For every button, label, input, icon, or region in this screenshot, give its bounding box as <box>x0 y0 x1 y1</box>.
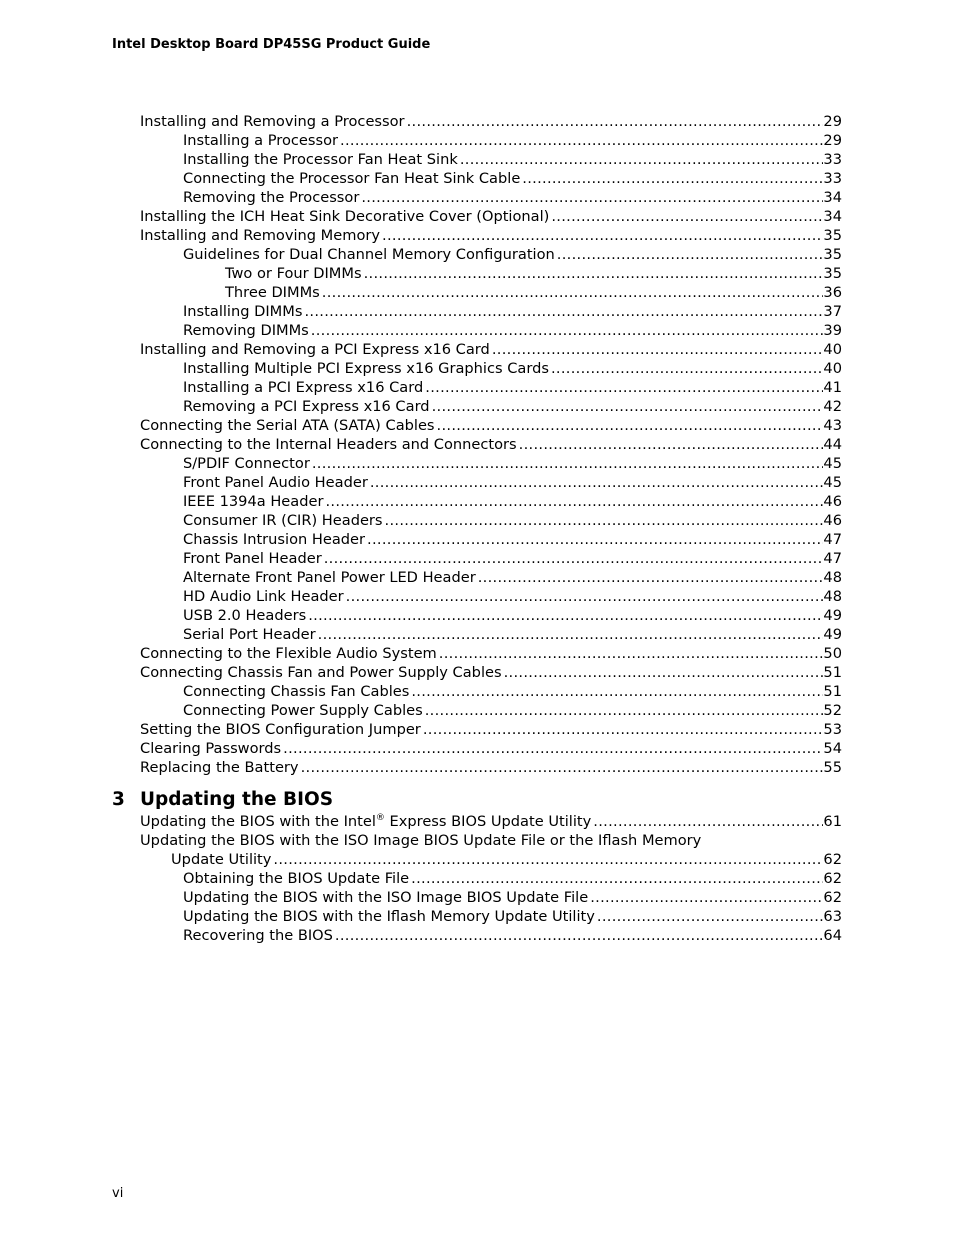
toc-entry-title: Removing a PCI Express x16 Card <box>183 398 430 415</box>
toc-entry-page: 46 <box>823 493 842 510</box>
toc-entry[interactable] <box>140 188 842 207</box>
toc-entry-page: 51 <box>823 683 842 700</box>
toc-entry-page: 35 <box>823 265 842 282</box>
dot-leader <box>346 587 824 606</box>
dot-leader <box>411 869 823 888</box>
toc-entry-title: S/PDIF Connector <box>183 455 310 472</box>
dot-leader <box>370 473 824 492</box>
toc-entry-page: 29 <box>823 113 842 130</box>
toc-entry-page: 51 <box>823 664 842 681</box>
toc-entry-title: Updating the BIOS with the Iflash Memory Update Utility <box>183 908 595 925</box>
toc-entry[interactable] <box>140 739 842 758</box>
toc-entry-title: Three DIMMs <box>225 284 320 301</box>
page-number: vi <box>112 1186 124 1201</box>
dot-leader <box>273 850 823 869</box>
chapter-number: 3 <box>112 789 125 810</box>
toc-entry-page: 34 <box>823 189 842 206</box>
chapter-title: Updating the BIOS <box>140 789 334 810</box>
toc-entry[interactable] <box>140 340 842 359</box>
toc-entry-iso-line1[interactable]: Updating the BIOS with the ISO Image BIOS Update File or the Iflash Memory <box>140 832 702 849</box>
dot-leader <box>364 264 824 283</box>
toc-entry-title: Guidelines for Dual Channel Memory Configuration <box>183 246 555 263</box>
toc-entry[interactable] <box>140 435 842 454</box>
toc-entry-page: 47 <box>823 531 842 548</box>
dot-leader <box>311 321 824 340</box>
toc-entry[interactable] <box>140 682 842 701</box>
toc-entry[interactable] <box>140 625 842 644</box>
dot-leader <box>593 812 823 831</box>
toc-entry-page: 62 <box>823 851 842 868</box>
toc-entry-page: 37 <box>823 303 842 320</box>
toc-entry-page: 35 <box>823 246 842 263</box>
dot-leader <box>504 663 824 682</box>
toc-entry-page: 45 <box>823 474 842 491</box>
toc-entry-page: 49 <box>823 607 842 624</box>
toc-entry-title: Connecting to the Internal Headers and Connectors <box>140 436 517 453</box>
toc-entry[interactable] <box>140 888 842 907</box>
toc-entry-page: 33 <box>823 170 842 187</box>
toc-entry-page: 49 <box>823 626 842 643</box>
toc-entry[interactable] <box>140 720 842 739</box>
dot-leader <box>385 511 824 530</box>
dot-leader <box>460 150 824 169</box>
toc-entry[interactable] <box>140 869 842 888</box>
toc-entry-title: Connecting to the Flexible Audio System <box>140 645 437 662</box>
toc-entry-title: Updating the BIOS with the ISO Image BIOS Update File <box>183 889 589 906</box>
toc-entry[interactable] <box>140 283 842 302</box>
toc-entry[interactable] <box>140 492 842 511</box>
dot-leader <box>322 283 824 302</box>
dot-leader <box>304 302 823 321</box>
toc-entry-title: Installing a Processor <box>183 132 339 149</box>
toc-entry-title: Update Utility <box>171 851 272 868</box>
toc-entry-iso-line2[interactable] <box>140 850 842 869</box>
toc-entry-page: 35 <box>823 227 842 244</box>
toc-entry[interactable] <box>140 701 842 720</box>
toc-entry-title: Installing and Removing a Processor <box>140 113 405 130</box>
toc-entry-page: 46 <box>823 512 842 529</box>
dot-leader <box>437 416 824 435</box>
toc-entry-page: 48 <box>823 569 842 586</box>
dot-leader <box>283 739 823 758</box>
dot-leader <box>308 606 823 625</box>
toc-entry-page: 33 <box>823 151 842 168</box>
dot-leader <box>522 169 823 188</box>
toc-entry-title: Removing the Processor <box>183 189 360 206</box>
toc-entry-title: Recovering the BIOS <box>183 927 333 944</box>
dot-leader <box>439 644 824 663</box>
toc-entry-page: 62 <box>823 870 842 887</box>
toc-entry[interactable] <box>140 397 842 416</box>
toc-entry-title: Two or Four DIMMs <box>225 265 362 282</box>
toc-entry-title: Installing the Processor Fan Heat Sink <box>183 151 458 168</box>
toc-entry-title-part: Updating the BIOS with the Intel <box>140 813 376 830</box>
toc-entry[interactable] <box>140 568 842 587</box>
toc-entry[interactable] <box>140 359 842 378</box>
toc-entry-title: Installing Multiple PCI Express x16 Graphics Cards <box>183 360 549 377</box>
dot-leader <box>423 720 824 739</box>
dot-leader <box>597 907 824 926</box>
toc-entry-title: IEEE 1394a Header <box>183 493 324 510</box>
toc-entry[interactable] <box>140 264 842 283</box>
toc-entry[interactable] <box>140 245 842 264</box>
toc-entry-page: 64 <box>823 927 842 944</box>
dot-leader <box>407 112 824 131</box>
toc-entry-title-part: Express BIOS Update Utility <box>384 813 592 830</box>
toc-entry-page: 61 <box>823 813 842 830</box>
toc-entry[interactable] <box>140 926 842 945</box>
toc-entry[interactable] <box>140 416 842 435</box>
dot-leader <box>367 530 823 549</box>
toc-entry[interactable] <box>140 226 842 245</box>
toc-entry[interactable] <box>140 473 842 492</box>
dot-leader <box>519 435 824 454</box>
toc-entry[interactable] <box>140 112 842 131</box>
toc-entry-title: Consumer IR (CIR) Headers <box>183 512 383 529</box>
toc-entry-title: Connecting Chassis Fan Cables <box>183 683 410 700</box>
toc-entry-page: 40 <box>823 341 842 358</box>
toc-entry[interactable] <box>140 150 842 169</box>
dot-leader <box>590 888 823 907</box>
toc-entry[interactable] <box>140 530 842 549</box>
dot-leader <box>382 226 823 245</box>
running-header: Intel Desktop Board DP45SG Product Guide <box>112 37 431 52</box>
toc-entry-page: 40 <box>823 360 842 377</box>
toc-entry[interactable] <box>140 587 842 606</box>
dot-leader <box>340 131 823 150</box>
toc-entry-title: Connecting the Serial ATA (SATA) Cables <box>140 417 435 434</box>
toc-entry-title: Setting the BIOS Configuration Jumper <box>140 721 421 738</box>
toc-entry-page: 53 <box>823 721 842 738</box>
toc-entry-title: HD Audio Link Header <box>183 588 344 605</box>
dot-leader <box>324 549 824 568</box>
toc-entry-page: 34 <box>823 208 842 225</box>
dot-leader <box>411 682 823 701</box>
toc-entry-title: Installing the ICH Heat Sink Decorative Cover (Optional) <box>140 208 550 225</box>
dot-leader <box>425 701 824 720</box>
toc-entry-page: 50 <box>823 645 842 662</box>
toc-entry-title: Connecting Chassis Fan and Power Supply Cables <box>140 664 502 681</box>
toc-entry-title: Front Panel Header <box>183 550 322 567</box>
toc-entry-title: Alternate Front Panel Power LED Header <box>183 569 476 586</box>
table-of-contents <box>112 112 842 945</box>
toc-entry-page: 29 <box>823 132 842 149</box>
toc-section-a <box>140 112 842 777</box>
toc-entry-title: Front Panel Audio Header <box>183 474 368 491</box>
dot-leader <box>325 492 823 511</box>
dot-leader <box>551 207 823 226</box>
toc-entry-title: USB 2.0 Headers <box>183 607 307 624</box>
toc-entry[interactable] <box>140 758 842 777</box>
toc-entry-page: 48 <box>823 588 842 605</box>
toc-entry-title: Installing and Removing Memory <box>140 227 381 244</box>
toc-entry-title: Installing and Removing a PCI Express x16 Card <box>140 341 490 358</box>
dot-leader <box>301 758 824 777</box>
dot-leader <box>335 926 824 945</box>
toc-entry-page: 39 <box>823 322 842 339</box>
dot-leader <box>318 625 824 644</box>
toc-entry[interactable] <box>140 321 842 340</box>
toc-entry-page: 44 <box>823 436 842 453</box>
toc-entry-page: 52 <box>823 702 842 719</box>
dot-leader <box>492 340 824 359</box>
toc-entry-title: Connecting Power Supply Cables <box>183 702 423 719</box>
toc-entry-page: 55 <box>823 759 842 776</box>
toc-entry-title: Installing DIMMs <box>183 303 303 320</box>
dot-leader <box>361 188 823 207</box>
toc-entry-page: 62 <box>823 889 842 906</box>
toc-entry-title: Serial Port Header <box>183 626 316 643</box>
toc-entry[interactable] <box>140 907 842 926</box>
dot-leader <box>312 454 824 473</box>
toc-entry-page: 41 <box>823 379 842 396</box>
dot-leader <box>432 397 824 416</box>
toc-entry[interactable] <box>140 511 842 530</box>
toc-entry[interactable] <box>140 378 842 397</box>
toc-entry-title: Removing DIMMs <box>183 322 309 339</box>
toc-entry-page: 45 <box>823 455 842 472</box>
toc-entry-page: 43 <box>823 417 842 434</box>
toc-entry[interactable] <box>140 302 842 321</box>
registered-mark: ® <box>375 813 385 823</box>
toc-entry[interactable] <box>140 169 842 188</box>
dot-leader <box>478 568 824 587</box>
toc-entry[interactable] <box>140 207 842 226</box>
toc-entry[interactable] <box>140 606 842 625</box>
toc-entry[interactable] <box>140 454 842 473</box>
toc-entry-title: Clearing Passwords <box>140 740 282 757</box>
dot-leader <box>551 359 823 378</box>
toc-entry-title <box>140 812 591 831</box>
toc-entry[interactable] <box>140 644 842 663</box>
toc-entry-title: Connecting the Processor Fan Heat Sink Cable <box>183 170 521 187</box>
toc-entry[interactable] <box>140 663 842 682</box>
toc-entry-title: Replacing the Battery <box>140 759 299 776</box>
toc-entry-intel-express-bios[interactable] <box>140 812 842 831</box>
toc-entry[interactable] <box>140 549 842 568</box>
toc-entry[interactable] <box>140 131 842 150</box>
toc-entry-page: 54 <box>823 740 842 757</box>
dot-leader <box>425 378 823 397</box>
toc-entry-page: 47 <box>823 550 842 567</box>
toc-entry-title: Obtaining the BIOS Update File <box>183 870 410 887</box>
toc-entry-title: Chassis Intrusion Header <box>183 531 366 548</box>
toc-entry-title: Installing a PCI Express x16 Card <box>183 379 424 396</box>
toc-entry-page: 36 <box>823 284 842 301</box>
toc-entry-page: 42 <box>823 398 842 415</box>
toc-section-b <box>140 869 842 945</box>
dot-leader <box>557 245 824 264</box>
chapter-heading <box>112 787 842 812</box>
toc-entry-page: 63 <box>823 908 842 925</box>
